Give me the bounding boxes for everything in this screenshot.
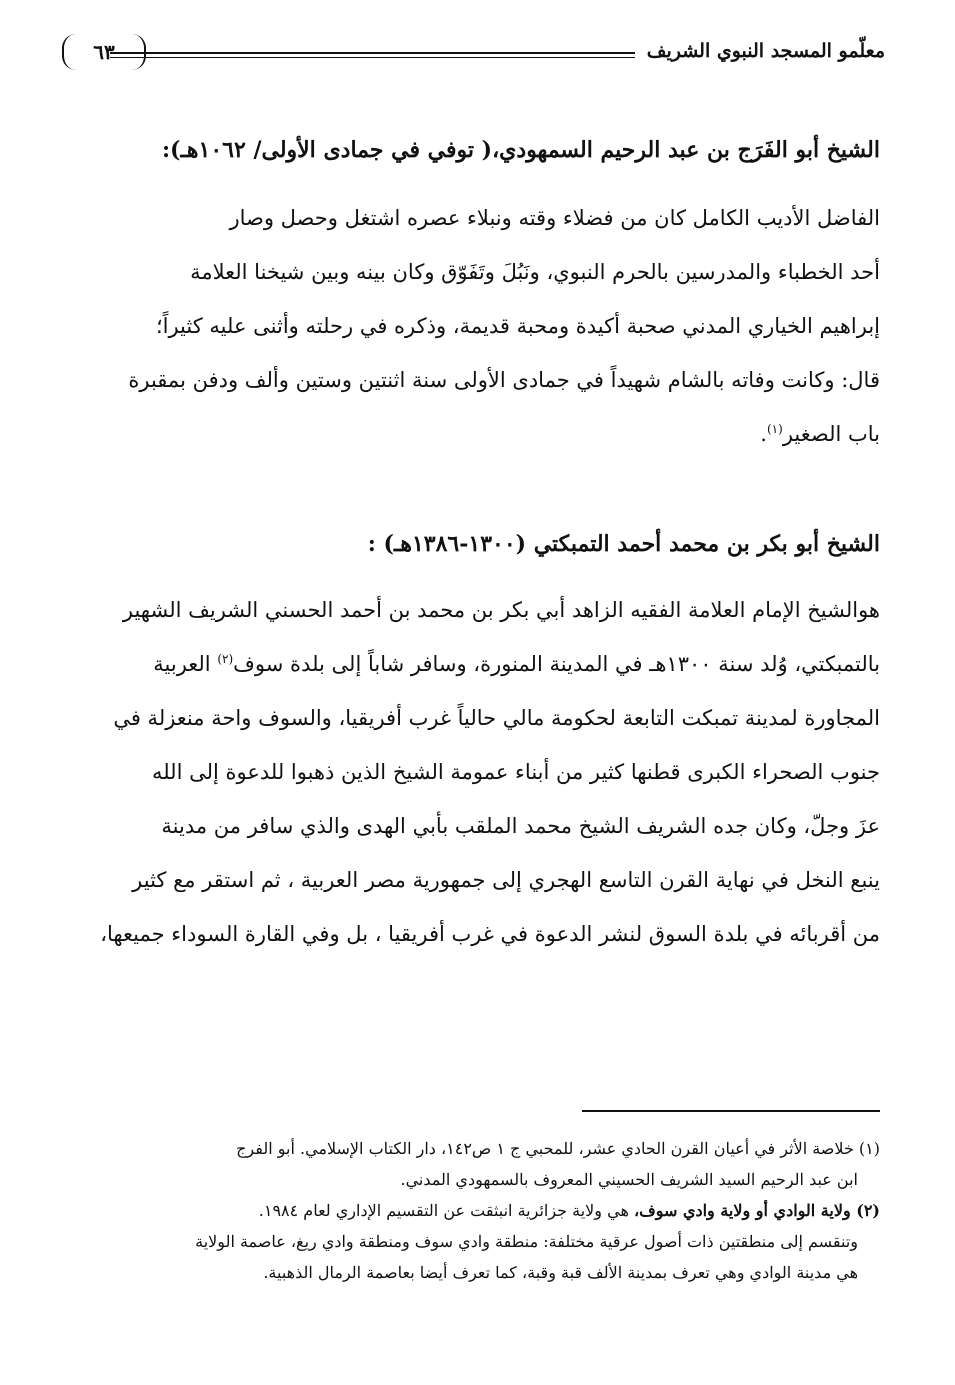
paragraph-line: إبراهيم الخياري المدني صحبة أكيدة ومحبة قديمة، وذكره في رحلته وأثنى عليه كثيراً؛ (155, 314, 880, 338)
paragraph-line: قال: وكانت وفاته بالشام شهيداً في جمادى الأولى سنة اثنتين وستين وألف ودفن بمقبرة (128, 368, 880, 392)
footnote-separator (582, 1110, 880, 1112)
footnote-1-line: (١) خلاصة الأثر في أعيان القرن الحادي عشر، للمحبي ج ١ ص١٤٢، دار الكتاب الإسلامي. أبو الفرج (236, 1139, 880, 1158)
paragraph-line: أحد الخطباء والمدرسين بالحرم النبوي، ونَبُلَ وتَفَوّق وكان بينه وبين شيخنا العلامة (190, 260, 880, 284)
footnote-1-line: ابن عبد الرحيم السيد الشريف الحسيني المعروف بالسمهودي المدني. (400, 1170, 858, 1189)
paragraph-text: العربية (153, 652, 218, 676)
paragraph-line (60, 407, 880, 461)
paragraph-end: . (760, 422, 767, 446)
running-header (40, 30, 885, 76)
section-body-1 (60, 191, 880, 461)
paragraph-line: ينبع النخل في نهاية القرن التاسع الهجري إلى جمهورية مصر العربية ، ثم استقر مع كثير (132, 868, 880, 892)
paragraph-line: الفاضل الأديب الكامل كان من فضلاء وقته ونبلاء عصره اشتغل وحصل وصار (229, 206, 880, 230)
section-heading-1: الشيخ أبو الفَرَج بن عبد الرحيم السمهودي،( توفي في جمادى الأولى/ ١٠٦٢هـ): (161, 137, 880, 163)
footnote-ref-1[interactable]: (١) (766, 422, 783, 436)
footnote-2-title: (٢) ولاية الوادي أو ولاية وادي سوف، (633, 1201, 880, 1220)
paragraph-line (60, 637, 880, 691)
paragraph-line: عزَ وجلّ، وكان جده الشريف الشيخ محمد الملقب بأبي الهدى والذي سافر من مدينة (161, 814, 880, 838)
paragraph-line: من أقربائه في بلدة السوق لنشر الدعوة في غرب أفريقيا ، بل وفي القارة السوداء جميعها، (100, 922, 880, 946)
footnote-2-line: هي مدينة الوادي وهي تعرف بمدينة الألف قبة وقبة، كما تعرف أيضا بعاصمة الرمال الذهبية. (263, 1263, 858, 1282)
footnote-2-text: هي ولاية جزائرية انبثقت عن التقسيم الإداري لعام ١٩٨٤. (258, 1201, 634, 1220)
paragraph-line: جنوب الصحراء الكبرى قطنها كثير من أبناء عمومة الشيخ الذين ذهبوا للدعوة إلى الله (151, 760, 880, 784)
footnotes (55, 1133, 880, 1288)
section-heading-2: الشيخ أبو بكر بن محمد أحمد التمبكتي (١٣٠٠-١٣٨٦هـ) : (367, 531, 880, 557)
paragraph-line: المجاورة لمدينة تمبكت التابعة لحكومة مالي حالياً غرب أفريقيا، والسوف واحة منعزلة في (113, 706, 880, 730)
page-number-frame (62, 34, 146, 70)
page-number: ٦٣ (93, 40, 115, 64)
header-rule (110, 52, 635, 58)
footnote-ref-2[interactable]: (٢) (217, 652, 234, 666)
paragraph-text: باب الصغير (782, 422, 880, 446)
section-body-2 (60, 583, 880, 961)
footnote-2-line (55, 1195, 880, 1226)
paragraph-line: هوالشيخ الإمام العلامة الفقيه الزاهد أبي بكر بن محمد بن أحمد الحسني الشريف الشهير (122, 598, 880, 622)
header-title: معلّمو المسجد النبوي الشريف (646, 40, 885, 62)
footnote-2-line: وتنقسم إلى منطقتين ذات أصول عرقية مختلفة: منطقة وادي سوف ومنطقة وادي ريغ، عاصمة الولاية (195, 1232, 858, 1251)
paragraph-text: بالتمبكتي، وُلد سنة ١٣٠٠هـ في المدينة المنورة، وسافر شاباً إلى بلدة سوف (233, 652, 880, 676)
